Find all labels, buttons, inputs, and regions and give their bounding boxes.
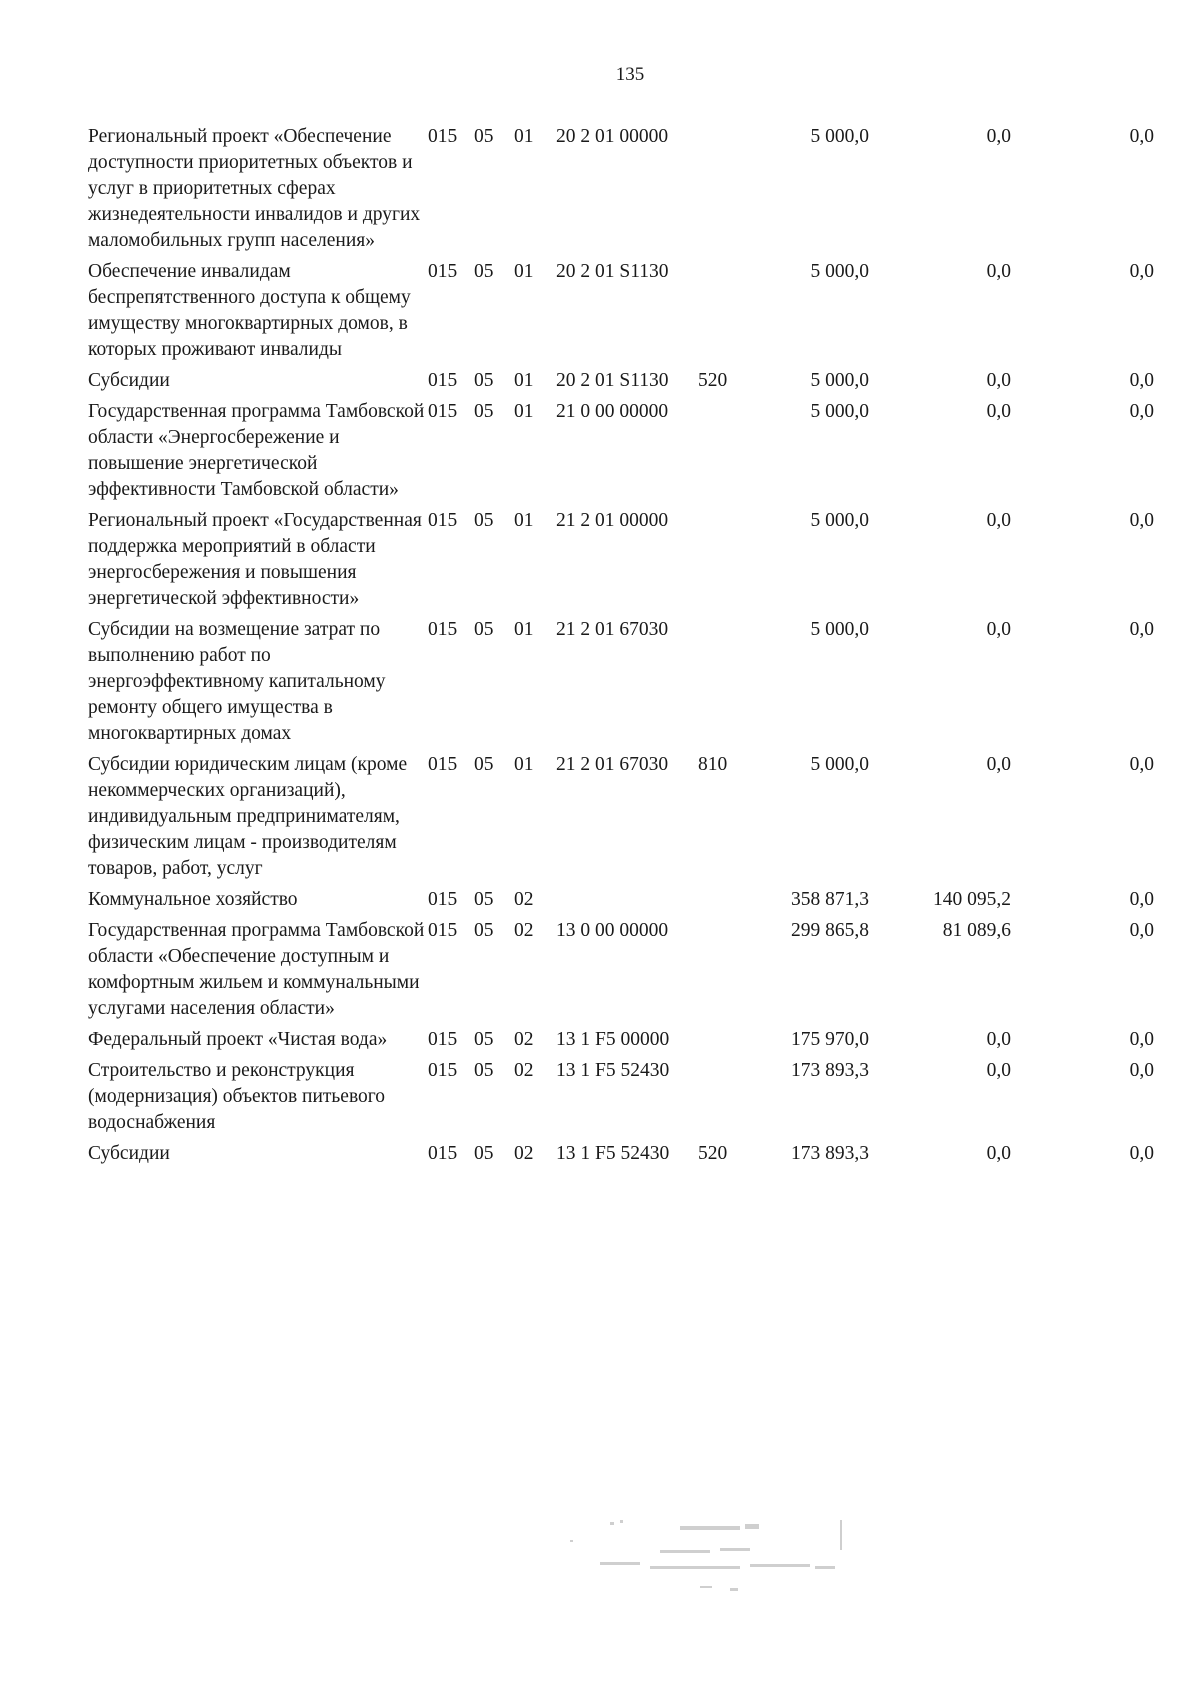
table-row — [88, 887, 1154, 918]
row-vr: 520 — [698, 370, 728, 391]
row-ved: 015 — [428, 920, 458, 941]
row-pr: 01 — [514, 510, 534, 531]
table-row — [88, 124, 1154, 259]
row-sum-1: 173 893,3 — [791, 1060, 869, 1081]
row-sum-3: 0,0 — [1129, 920, 1154, 941]
row-name: Региональный проект «Государственная поддержка мероприятий в области энергосбережения и повышения энергетической эффективности» — [88, 510, 422, 609]
row-rz: 05 — [474, 619, 494, 640]
table-row — [88, 259, 1154, 368]
row-name: Коммунальное хозяйство — [88, 889, 298, 910]
row-vr — [698, 508, 758, 617]
row-sum-1: 175 970,0 — [791, 1029, 869, 1050]
row-sum-2: 0,0 — [986, 261, 1011, 282]
row-name: Обеспечение инвалидам беспрепятственного доступа к общему имуществу многоквартирных домов, в которых проживают инвалиды — [88, 261, 411, 360]
row-sum-2: 0,0 — [986, 1143, 1011, 1164]
row-csr — [556, 887, 698, 918]
row-vr — [698, 399, 758, 508]
row-name: Субсидии — [88, 370, 170, 391]
row-pr: 02 — [514, 1060, 534, 1081]
row-sum-3: 0,0 — [1129, 754, 1154, 775]
row-sum-2: 0,0 — [986, 126, 1011, 147]
row-vr — [698, 617, 758, 752]
row-rz: 05 — [474, 510, 494, 531]
row-sum-3: 0,0 — [1129, 1029, 1154, 1050]
row-sum-2: 81 089,6 — [942, 920, 1011, 941]
row-csr: 21 0 00 00000 — [556, 401, 669, 422]
row-ved: 015 — [428, 889, 458, 910]
row-name: Региональный проект «Обеспечение доступности приоритетных объектов и услуг в приоритетных сферах жизнедеятельности инвалидов и других маломобильных групп населения» — [88, 126, 421, 251]
row-csr: 13 1 F5 00000 — [556, 1029, 670, 1050]
row-csr: 13 0 00 00000 — [556, 920, 669, 941]
row-sum-2: 0,0 — [986, 510, 1011, 531]
table-row — [88, 508, 1154, 617]
row-name: Государственная программа Тамбовской области «Энергосбережение и повышение энергетической эффективности Тамбовской области» — [88, 401, 425, 500]
row-vr — [698, 1027, 758, 1058]
row-sum-1: 5 000,0 — [810, 370, 869, 391]
row-name: Строительство и реконструкция (модернизация) объектов питьевого водоснабжения — [88, 1060, 386, 1133]
page-number: 135 — [615, 64, 645, 85]
row-sum-2: 0,0 — [986, 370, 1011, 391]
table-row — [88, 1058, 1154, 1141]
row-sum-1: 299 865,8 — [791, 920, 869, 941]
row-pr: 01 — [514, 754, 534, 775]
row-csr: 20 2 01 S1130 — [556, 261, 669, 282]
row-sum-3: 0,0 — [1129, 889, 1154, 910]
row-ved: 015 — [428, 510, 458, 531]
row-csr: 13 1 F5 52430 — [556, 1143, 670, 1164]
row-ved: 015 — [428, 754, 458, 775]
row-vr — [698, 259, 758, 368]
row-sum-2: 0,0 — [986, 1029, 1011, 1050]
row-sum-1: 5 000,0 — [810, 754, 869, 775]
row-sum-1: 358 871,3 — [791, 889, 869, 910]
table-row — [88, 1141, 1154, 1172]
row-rz: 05 — [474, 261, 494, 282]
row-vr — [698, 124, 758, 259]
row-vr — [698, 1058, 758, 1141]
row-csr: 20 2 01 S1130 — [556, 370, 669, 391]
row-name: Субсидии — [88, 1143, 170, 1164]
row-ved: 015 — [428, 126, 458, 147]
row-ved: 015 — [428, 401, 458, 422]
row-rz: 05 — [474, 1029, 494, 1050]
row-pr: 01 — [514, 126, 534, 147]
row-ved: 015 — [428, 370, 458, 391]
row-sum-1: 5 000,0 — [810, 619, 869, 640]
row-sum-3: 0,0 — [1129, 370, 1154, 391]
row-name: Субсидии юридическим лицам (кроме некоммерческих организаций), индивидуальным предпринимателям, физическим лицам - производителям товаров, работ, услуг — [88, 754, 408, 879]
row-rz: 05 — [474, 889, 494, 910]
row-pr: 02 — [514, 889, 534, 910]
budget-table-body — [88, 124, 1154, 1172]
row-csr: 21 2 01 67030 — [556, 619, 669, 640]
row-pr: 02 — [514, 1029, 534, 1050]
row-pr: 01 — [514, 370, 534, 391]
row-rz: 05 — [474, 1143, 494, 1164]
row-name: Субсидии на возмещение затрат по выполнению работ по энергоэффективному капитальному ремонту общего имущества в многоквартирных домах — [88, 619, 386, 744]
budget-table — [88, 124, 1154, 1172]
row-sum-1: 5 000,0 — [810, 510, 869, 531]
faded-stamp-mark — [550, 1500, 870, 1610]
row-name: Федеральный проект «Чистая вода» — [88, 1029, 388, 1050]
row-sum-2: 0,0 — [986, 619, 1011, 640]
row-pr: 02 — [514, 1143, 534, 1164]
row-sum-3: 0,0 — [1129, 619, 1154, 640]
row-vr: 810 — [698, 754, 728, 775]
row-vr: 520 — [698, 1143, 728, 1164]
row-sum-1: 5 000,0 — [810, 126, 869, 147]
row-sum-3: 0,0 — [1129, 1143, 1154, 1164]
row-sum-2: 0,0 — [986, 1060, 1011, 1081]
row-rz: 05 — [474, 126, 494, 147]
row-sum-1: 5 000,0 — [810, 401, 869, 422]
row-rz: 05 — [474, 920, 494, 941]
table-row — [88, 1027, 1154, 1058]
row-sum-3: 0,0 — [1129, 126, 1154, 147]
row-sum-3: 0,0 — [1129, 510, 1154, 531]
row-rz: 05 — [474, 370, 494, 391]
row-pr: 01 — [514, 261, 534, 282]
row-sum-2: 0,0 — [986, 401, 1011, 422]
row-ved: 015 — [428, 261, 458, 282]
table-row — [88, 617, 1154, 752]
table-row — [88, 918, 1154, 1027]
row-vr — [698, 918, 758, 1027]
row-sum-1: 5 000,0 — [810, 261, 869, 282]
row-ved: 015 — [428, 619, 458, 640]
row-sum-3: 0,0 — [1129, 1060, 1154, 1081]
table-row — [88, 368, 1154, 399]
row-sum-2: 0,0 — [986, 754, 1011, 775]
row-ved: 015 — [428, 1029, 458, 1050]
row-csr: 13 1 F5 52430 — [556, 1060, 670, 1081]
row-pr: 02 — [514, 920, 534, 941]
row-sum-2: 140 095,2 — [933, 889, 1011, 910]
row-csr: 21 2 01 67030 — [556, 754, 669, 775]
row-rz: 05 — [474, 754, 494, 775]
row-rz: 05 — [474, 401, 494, 422]
row-name: Государственная программа Тамбовской области «Обеспечение доступным и комфортным жильем и коммунальными услугами населения области» — [88, 920, 425, 1019]
row-sum-1: 173 893,3 — [791, 1143, 869, 1164]
row-ved: 015 — [428, 1143, 458, 1164]
table-row — [88, 399, 1154, 508]
row-rz: 05 — [474, 1060, 494, 1081]
row-pr: 01 — [514, 401, 534, 422]
table-row — [88, 752, 1154, 887]
row-vr — [698, 887, 758, 918]
row-csr: 20 2 01 00000 — [556, 126, 669, 147]
row-pr: 01 — [514, 619, 534, 640]
row-ved: 015 — [428, 1060, 458, 1081]
row-csr: 21 2 01 00000 — [556, 510, 669, 531]
row-sum-3: 0,0 — [1129, 261, 1154, 282]
row-sum-3: 0,0 — [1129, 401, 1154, 422]
